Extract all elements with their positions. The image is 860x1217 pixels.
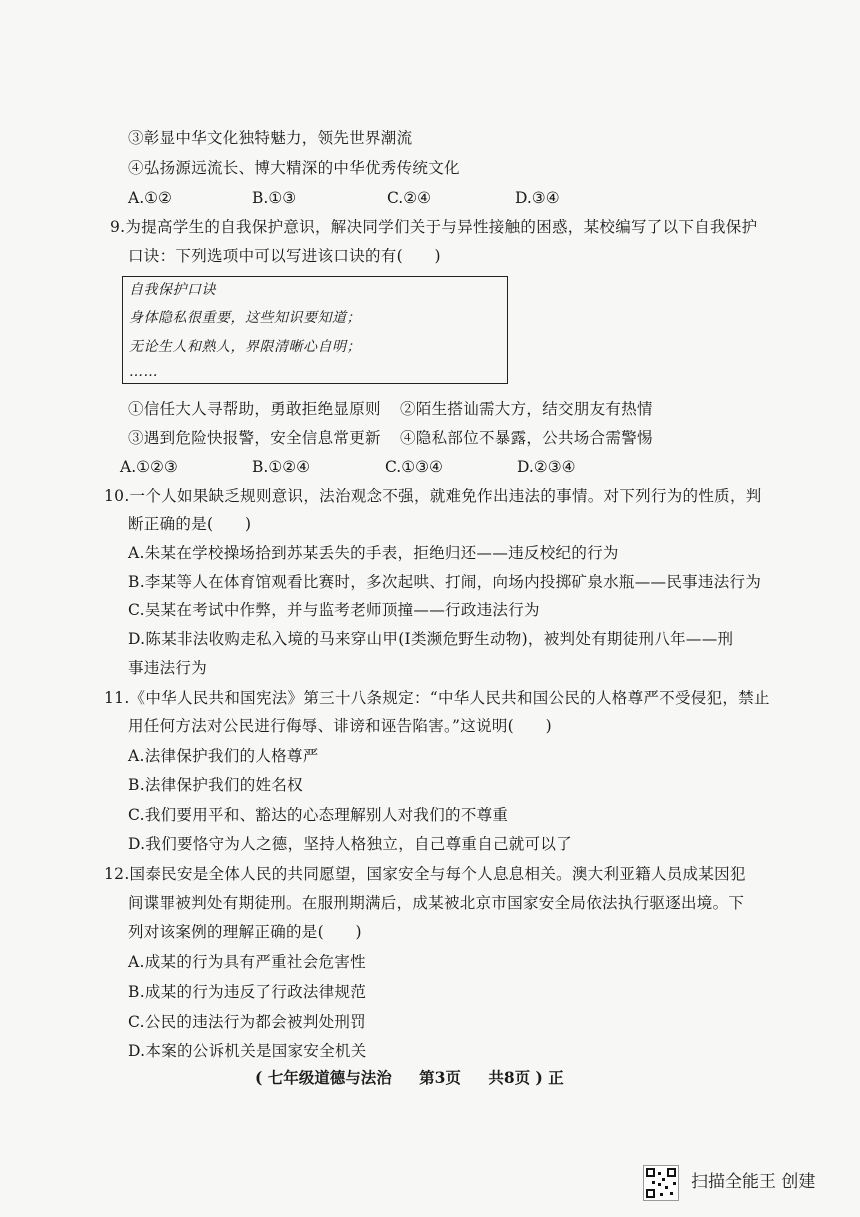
- q11-stem-line2: 用任何方法对公民进行侮辱、诽谤和诬告陷害。”这说明( ): [128, 717, 552, 735]
- q9-item-4: ④隐私部位不暴露，公共场合需警惕: [400, 429, 653, 447]
- q8-option-b: B.①③: [252, 189, 297, 207]
- q9-stem-line2: 口诀：下列选项中可以写进该口诀的有( ): [128, 247, 441, 265]
- q10-stem-line1: 10.一个人如果缺乏规则意识，法治观念不强，就难免作出违法的事情。对下列行为的性质，判: [104, 487, 762, 505]
- q10-stem-line2: 断正确的是( ): [128, 515, 252, 533]
- mnemonic-line-2: 无论生人和熟人，界限清晰心自明；: [129, 339, 361, 355]
- q9-item-1: ①信任大人寻帮助，勇敢拒绝显原则: [128, 400, 381, 418]
- q10-option-a: A.朱某在学校操场拾到苏某丢失的手表，拒绝归还——违反校纪的行为: [128, 544, 619, 562]
- q11-stem-line1: 11.《中华人民共和国宪法》第三十八条规定：“中华人民共和国公民的人格尊严不受侵犯，禁止: [104, 689, 770, 707]
- mnemonic-line-1: 身体隐私很重要，这些知识要知道；: [129, 310, 361, 326]
- footer-subject: ( 七年级道德与法治: [255, 1068, 392, 1087]
- footer-page-number: 第3页: [419, 1068, 461, 1087]
- q12-option-a: A.成某的行为具有严重社会危害性: [128, 953, 366, 971]
- q8-item-4: ④弘扬源远流长、博大精深的中华优秀传统文化: [128, 159, 460, 177]
- q9-option-c: C.①③④: [385, 458, 443, 476]
- q9-options: [120, 457, 620, 477]
- q12-option-c: C.公民的违法行为都会被判处刑罚: [128, 1013, 367, 1031]
- q9-item-3: ③遇到危险快报警，安全信息常更新: [128, 429, 381, 447]
- scanner-label: 扫描全能王 创建: [691, 1172, 816, 1192]
- q12-stem-line2: 间谍罪被判处有期徒刑。在服刑期满后，成某被北京市国家安全局依法执行驱逐出境。下: [128, 894, 745, 912]
- q9-mnemonic-box: [122, 276, 508, 384]
- q12-option-d: D.本案的公诉机关是国家安全机关: [128, 1042, 367, 1060]
- q11-option-d: D.我们要恪守为人之德，坚持人格独立，自己尊重自己就可以了: [128, 835, 573, 853]
- q11-option-b: B.法律保护我们的姓名权: [128, 776, 303, 794]
- q8-option-a: A.①②: [128, 189, 172, 207]
- mnemonic-line-3: ……: [129, 364, 158, 380]
- q8-option-c: C.②④: [387, 189, 432, 207]
- q11-option-c: C.我们要用平和、豁达的心态理解别人对我们的不尊重: [128, 806, 509, 824]
- q9-item-2: ②陌生搭讪需大方，结交朋友有热情: [400, 400, 653, 418]
- q12-stem-line1: 12.国泰民安是全体人民的共同愿望，国家安全与每个人息息相关。澳大利亚籍人员成某因犯: [104, 865, 746, 883]
- q10-option-c: C.吴某在考试中作弊，并与监考老师顶撞——行政违法行为: [128, 601, 540, 619]
- mnemonic-title: 自我保护口诀: [129, 282, 216, 298]
- q12-stem-line3: 列对该案例的理解正确的是( ): [128, 923, 362, 941]
- q9-stem-line1: 9.为提高学生的自我保护意识，解决同学们关于与异性接触的困惑，某校编写了以下自我保护: [110, 218, 758, 236]
- q9-option-a: A.①②③: [120, 458, 178, 476]
- page-footer: [255, 1068, 586, 1088]
- q12-option-b: B.成某的行为违反了行政法律规范: [128, 983, 367, 1001]
- q8-options: [128, 188, 628, 208]
- q10-option-b: B.李某等人在体育馆观看比赛时，多次起哄、打闹，向场内投掷矿泉水瓶——民事违法行为: [128, 573, 762, 591]
- q8-option-d: D.③④: [515, 189, 560, 207]
- footer-total-pages: 共8页 ) 正: [488, 1068, 564, 1087]
- qr-code-icon: [643, 1165, 679, 1201]
- q11-option-a: A.法律保护我们的人格尊严: [128, 747, 319, 765]
- q10-option-d-line1: D.陈某非法收购走私入境的马来穿山甲(Ⅰ类濒危野生动物)，被判处有期徒刑八年——刑: [128, 630, 734, 648]
- q8-item-3: ③彰显中华文化独特魅力，领先世界潮流: [128, 129, 413, 147]
- q9-option-b: B.①②④: [252, 458, 311, 476]
- q9-option-d: D.②③④: [517, 458, 576, 476]
- q10-option-d-line2: 事违法行为: [128, 659, 208, 677]
